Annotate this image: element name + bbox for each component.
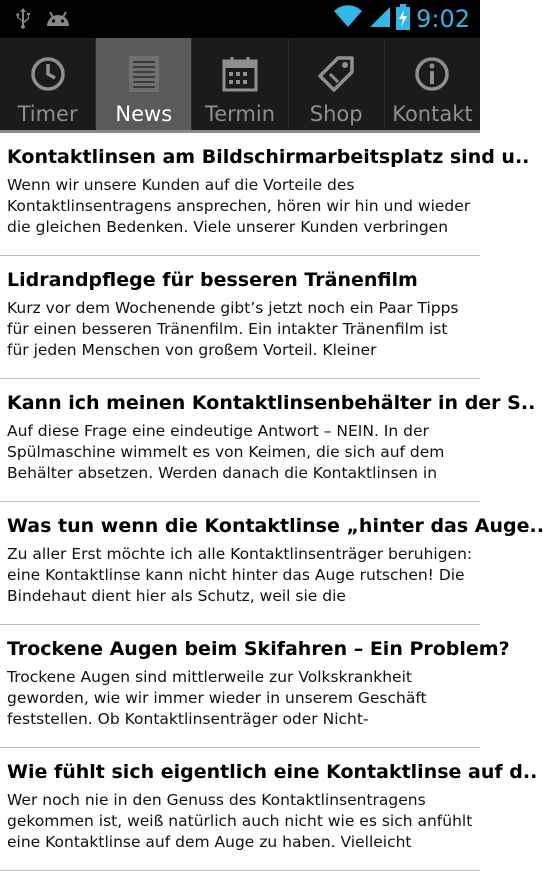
news-title: Wie fühlt sich eigentlich eine Kontaktlinse auf d.. — [7, 761, 538, 783]
tab-timer-label: Timer — [17, 102, 78, 126]
signal-icon — [368, 5, 390, 33]
news-excerpt: Auf diese Frage eine eindeutige Antwort – NEIN. In der Spülmaschine wimmelt es von Keimen, die sich auf dem Behälter absetzen. Werden danach die Kontaktlinsen in — [7, 422, 445, 482]
news-excerpt: Kurz vor dem Wochenende gibt’s jetzt noch ein Paar Tipps für einen besseren Tränenfilm. Ein intakter Tränenfilm ist für jeden Menschen von großem Vorteil. Kleiner — [7, 299, 459, 359]
tab-timer[interactable] — [0, 38, 96, 130]
tab-termin[interactable] — [192, 38, 288, 130]
news-excerpt: Wer noch nie in den Genuss des Kontaktlinsentragens gekommen ist, weiß natürlich auch nicht wie es sich anfühlt eine Kontaktlinse auf dem Auge zu haben. Vielleicht — [7, 791, 473, 851]
tab-kontakt-label: Kontakt — [392, 102, 473, 126]
tab-termin-label: Termin — [204, 102, 276, 126]
calendar-icon — [222, 54, 258, 94]
tab-shop[interactable] — [289, 38, 385, 130]
info-icon — [414, 54, 450, 94]
tab-kontakt[interactable] — [385, 38, 480, 130]
news-item[interactable] — [0, 391, 536, 502]
news-title: Lidrandpflege für besseren Tränenfilm — [7, 269, 418, 291]
news-title: Kontaktlinsen am Bildschirmarbeitsplatz sind u.. — [7, 146, 530, 168]
news-title: Kann ich meinen Kontaktlinsenbehälter in der S.. — [7, 392, 536, 414]
news-title: Trockene Augen beim Skifahren – Ein Problem? — [7, 638, 510, 660]
clock-icon — [30, 54, 66, 94]
usb-icon — [14, 7, 32, 33]
news-item[interactable] — [0, 514, 544, 625]
android-debug-icon — [44, 8, 72, 32]
tab-bar — [0, 38, 480, 133]
tab-news[interactable] — [96, 38, 192, 130]
news-icon — [129, 54, 159, 94]
battery-icon — [396, 4, 410, 34]
status-bar — [0, 0, 480, 38]
tag-icon — [318, 54, 354, 94]
tab-news-label: News — [115, 102, 173, 126]
tab-shop-label: Shop — [309, 102, 363, 126]
wifi-icon — [334, 5, 362, 33]
news-item[interactable] — [0, 145, 530, 256]
status-clock: 9:02 — [416, 5, 470, 33]
news-excerpt: Zu aller Erst möchte ich alle Kontaktlinsenträger beruhigen: eine Kontaktlinse kann nicht hinter das Auge rutschen! Die Bindehaut dient hier als Schutz, weil sie die — [7, 545, 473, 605]
news-list — [0, 145, 544, 871]
news-item[interactable] — [0, 760, 538, 871]
news-title: Was tun wenn die Kontaktlinse „hinter das Auge.. — [7, 515, 544, 537]
news-excerpt: Trockene Augen sind mittlerweile zur Volkskrankheit geworden, wie wir immer wieder in unserem Geschäft feststellen. Ob Kontaktlinsenträger oder Nicht- — [7, 668, 427, 728]
news-excerpt: Wenn wir unsere Kunden auf die Vorteile des Kontaktlinsentragens ansprechen, hören wir hin und wieder die gleichen Bedenken. Viele unserer Kunden verbringen — [7, 176, 471, 236]
news-item[interactable] — [0, 637, 510, 748]
news-item[interactable] — [0, 268, 480, 379]
